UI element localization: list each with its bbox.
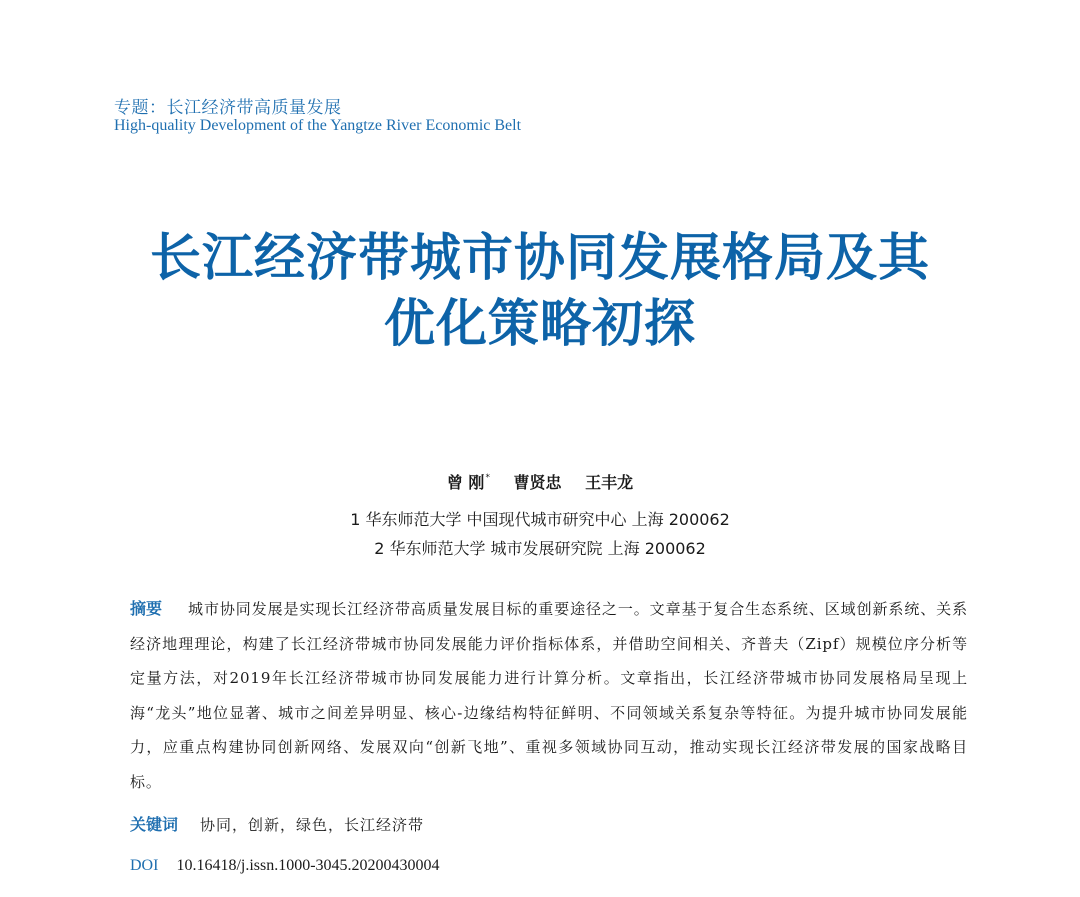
affiliation-1: 1 华东师范大学 中国现代城市研究中心 上海 200062 <box>350 510 730 529</box>
affiliation-2: 2 华东师范大学 城市发展研究院 上海 200062 <box>374 539 706 558</box>
author-1-name: 曾 刚 <box>446 473 485 492</box>
author-3: 王丰龙 <box>585 473 634 492</box>
doi-value[interactable]: 10.16418/j.issn.1000-3045.20200430004 <box>176 857 440 874</box>
article-title-line-1: 长江经济带城市协同发展格局及其 <box>149 229 930 288</box>
author-1 <box>447 473 490 492</box>
column-title-en: High-quality Development of the Yangtze River Economic Belt <box>114 117 522 134</box>
author-2: 曹贤忠 <box>513 473 562 492</box>
doi <box>130 857 440 875</box>
author-list <box>0 470 1080 493</box>
corresponding-author-mark: * <box>485 473 490 483</box>
doi-label: DOI <box>130 857 159 874</box>
keywords-label: 关键词 <box>130 815 179 834</box>
keywords <box>130 812 424 835</box>
keywords-text: 协同，创新，绿色，长江经济带 <box>200 816 425 834</box>
abstract-label: 摘要 <box>130 599 163 618</box>
abstract <box>130 592 968 799</box>
abstract-text: 城市协同发展是实现长江经济带高质量发展目标的重要途径之一。文章基于复合生态系统、区域创新系统、关系经济地理理论，构建了长江经济带城市协同发展能力评价指标体系，并借助空间相关、齐普夫（Zipf）规模位序分析等定量方法，对2019年长江经济带城市协同发展能力进行计算分析。文章指出，长江经济带城市协同发展格局呈现上海“龙头”地位显著、城市之间差异明显、核心-边缘结构特征鲜明、不同领域关系复杂等特征。为提升城市协同发展能力，应重点构建协同创新网络、发展双向“创新飞地”、重视多领域协同互动，推动实现长江经济带发展的国家战略目标。 <box>130 600 968 791</box>
article-title <box>0 226 1080 358</box>
column-title-cn: 专题：长江经济带高质量发展 <box>114 98 342 118</box>
article-title-line-2: 优化策略初探 <box>383 295 696 354</box>
